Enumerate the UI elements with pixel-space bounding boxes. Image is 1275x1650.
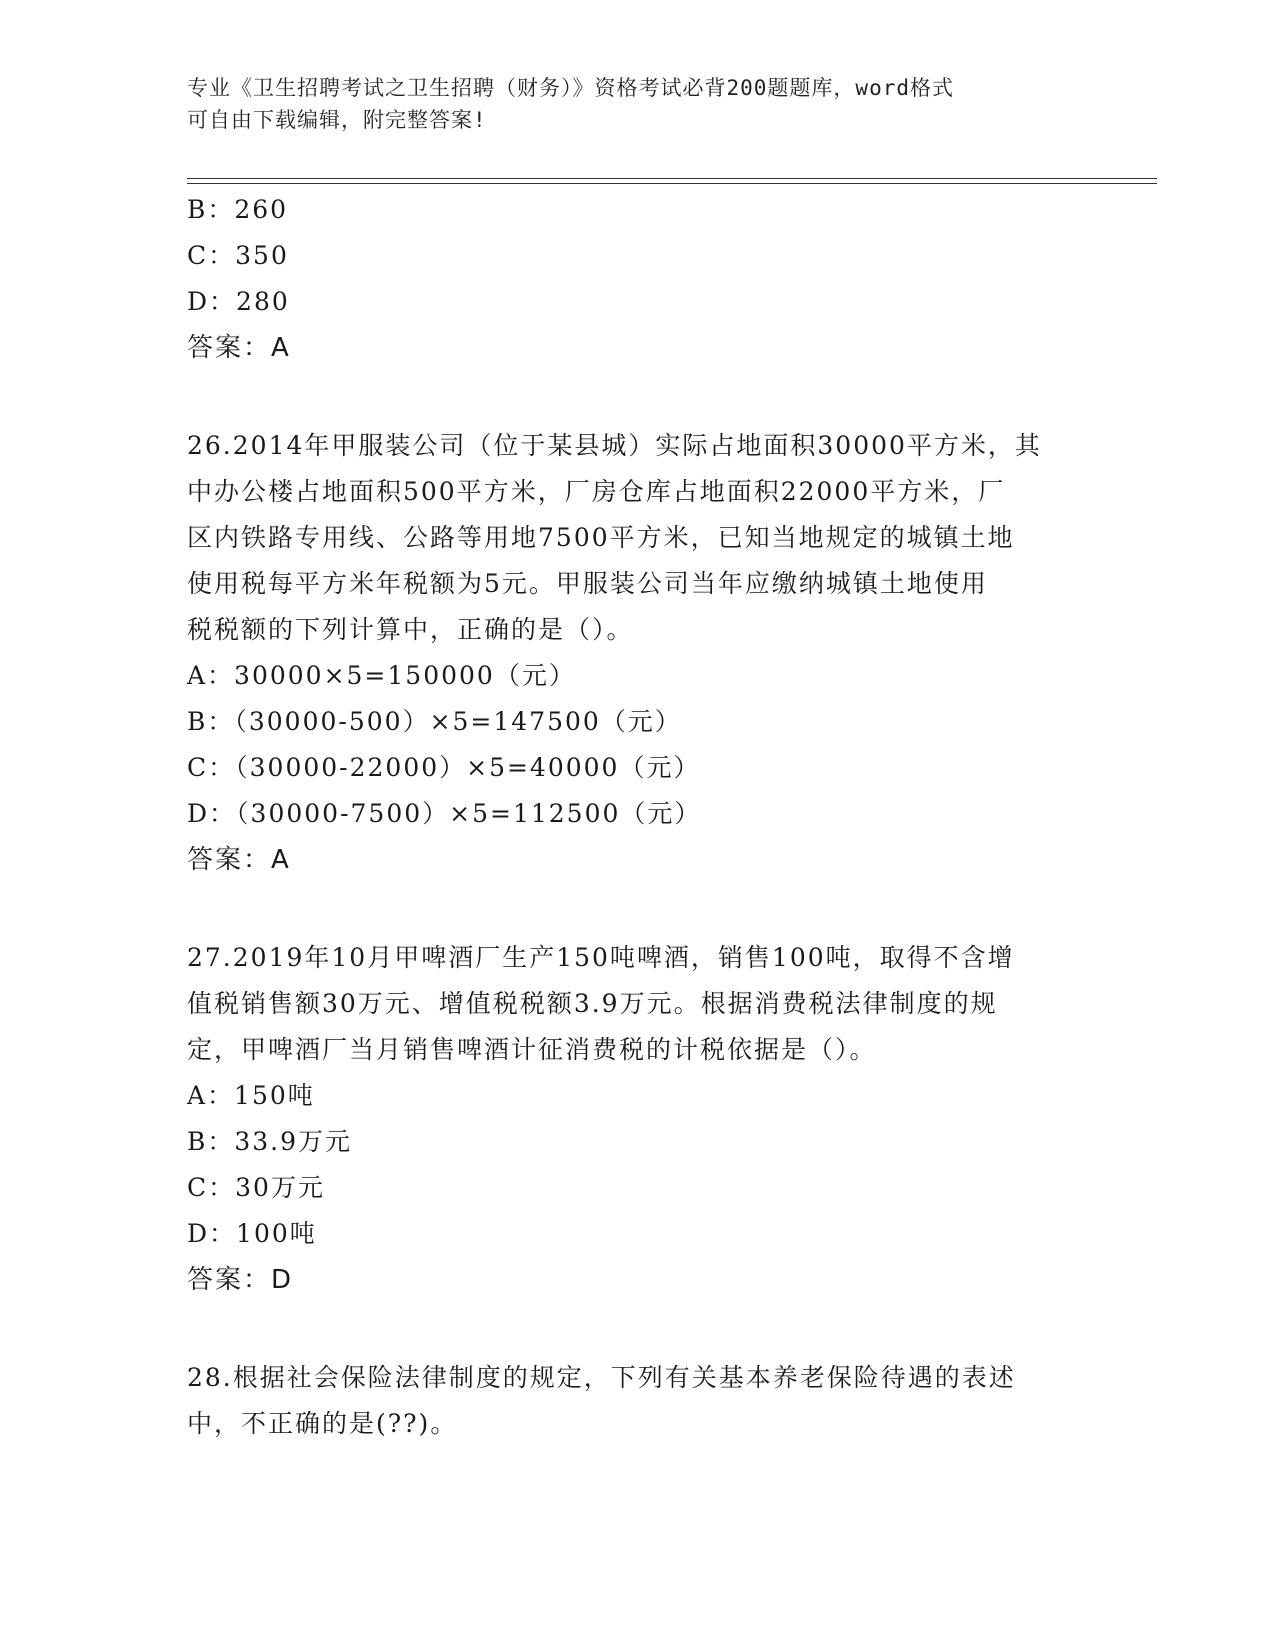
option-b: B：260 xyxy=(187,195,289,224)
header-line-1: 专业《卫生招聘考试之卫生招聘（财务）》资格考试必背200题题库，word格式 xyxy=(187,76,954,100)
spacer xyxy=(187,371,1087,423)
question-stem-line: 定，甲啤酒厂当月销售啤酒计征消费税的计税依据是（）。 xyxy=(187,1035,877,1064)
question-stem-line: 税税额的下列计算中，正确的是（）。 xyxy=(187,615,634,644)
answer: 答案：A xyxy=(187,333,291,363)
option-c: C：350 xyxy=(187,241,289,270)
question-stem-line: 中，不正确的是(??)。 xyxy=(187,1409,458,1438)
question-stem-line: 26.2014年甲服装公司（位于某县城）实际占地面积30000平方米，其 xyxy=(187,431,1042,460)
header-rule-bottom xyxy=(187,183,1157,184)
spacer xyxy=(187,1303,1087,1355)
header-rule-top xyxy=(187,178,1157,179)
header-line-2: 可自由下载编辑，附完整答案! xyxy=(187,108,487,132)
answer: 答案：D xyxy=(187,1265,294,1295)
question-stem-line: 值税销售额30万元、增值税税额3.9万元。根据消费税法律制度的规 xyxy=(187,989,998,1018)
question-stem-line: 区内铁路专用线、公路等用地7500平方米，已知当地规定的城镇土地 xyxy=(187,523,1015,552)
option-a: A：150吨 xyxy=(187,1081,315,1110)
question-28 xyxy=(187,1355,1087,1447)
option-d: D：100吨 xyxy=(187,1219,317,1248)
question-26 xyxy=(187,423,1087,883)
answer: 答案：A xyxy=(187,845,291,875)
spacer xyxy=(187,883,1087,935)
document-body xyxy=(187,187,1087,1447)
question-25-tail xyxy=(187,187,1087,371)
option-c: C：（30000-22000）×5=40000（元） xyxy=(187,753,701,782)
question-stem-line: 27.2019年10月甲啤酒厂生产150吨啤酒，销售100吨，取得不含增 xyxy=(187,943,1015,972)
question-stem-line: 使用税每平方米年税额为5元。甲服装公司当年应缴纳城镇土地使用 xyxy=(187,569,988,598)
question-stem-line: 中办公楼占地面积500平方米，厂房仓库占地面积22000平方米，厂 xyxy=(187,477,1006,506)
option-d: D：280 xyxy=(187,287,290,316)
option-b: B：（30000-500）×5=147500（元） xyxy=(187,707,682,736)
option-a: A：30000×5=150000（元） xyxy=(187,661,576,690)
option-d: D：（30000-7500）×5=112500（元） xyxy=(187,799,702,828)
option-c: C：30万元 xyxy=(187,1173,325,1202)
question-stem-line: 28.根据社会保险法律制度的规定，下列有关基本养老保险待遇的表述 xyxy=(187,1363,1016,1392)
question-27 xyxy=(187,935,1087,1303)
page-header xyxy=(187,72,1067,136)
option-b: B：33.9万元 xyxy=(187,1127,353,1156)
